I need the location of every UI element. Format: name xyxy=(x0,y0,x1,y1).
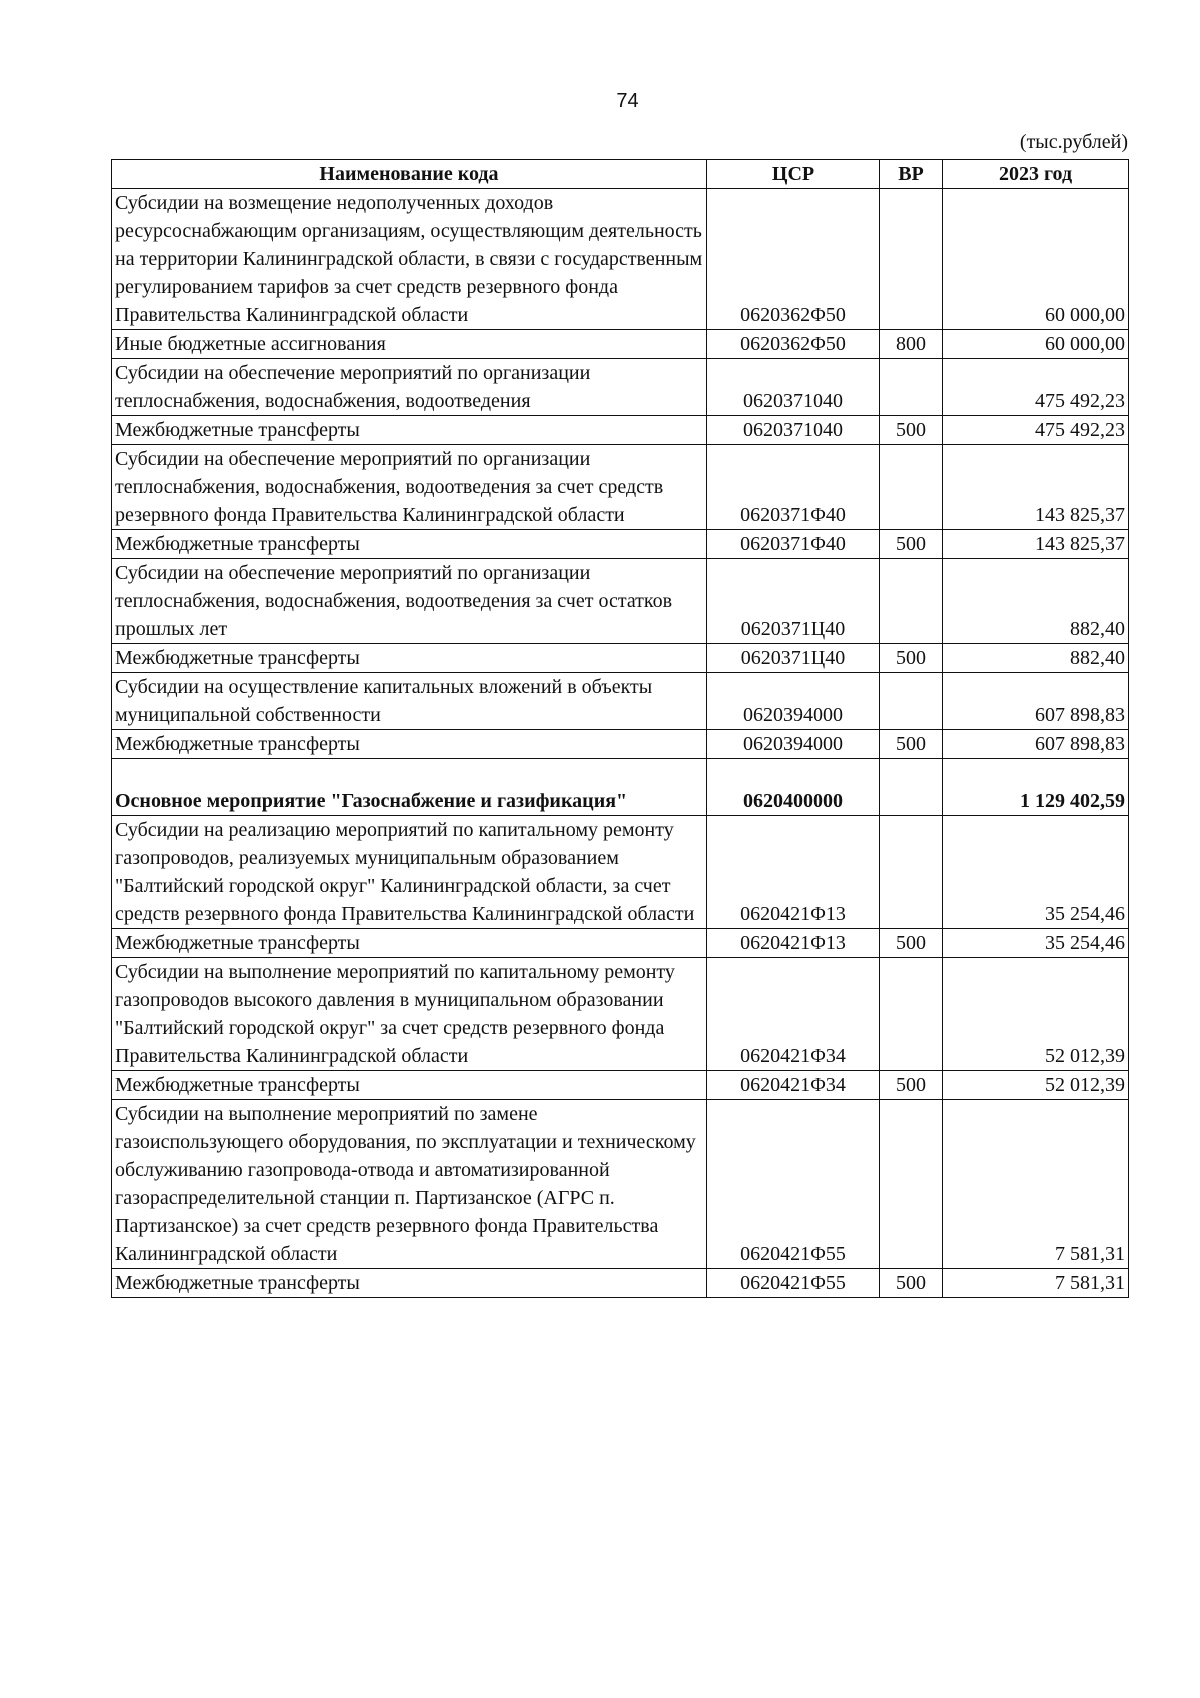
cell-csr: 0620371Ф40 xyxy=(707,445,880,530)
header-csr: ЦСР xyxy=(707,160,880,189)
cell-name: Межбюджетные трансферты xyxy=(112,929,707,958)
table-header-row xyxy=(112,160,1129,189)
header-name: Наименование кода xyxy=(112,160,707,189)
cell-name: Основное мероприятие "Газоснабжение и газификация" xyxy=(112,759,707,816)
cell-amount: 52 012,39 xyxy=(943,1071,1129,1100)
table-row xyxy=(112,530,1129,559)
table-row xyxy=(112,445,1129,530)
cell-amount: 7 581,31 xyxy=(943,1100,1129,1269)
cell-vr xyxy=(880,189,943,330)
cell-amount: 35 254,46 xyxy=(943,929,1129,958)
table-row xyxy=(112,644,1129,673)
cell-csr: 0620362Ф50 xyxy=(707,330,880,359)
cell-csr: 0620371040 xyxy=(707,359,880,416)
budget-table xyxy=(111,159,1129,1298)
cell-name: Межбюджетные трансферты xyxy=(112,730,707,759)
cell-name: Субсидии на обеспечение мероприятий по организации теплоснабжения, водоснабжения, водоотведения xyxy=(112,359,707,416)
table-row xyxy=(112,1269,1129,1298)
cell-vr: 500 xyxy=(880,730,943,759)
cell-vr xyxy=(880,759,943,816)
cell-name: Субсидии на выполнение мероприятий по капитальному ремонту газопроводов высокого давления в муниципальном образовании "Балтийский городской округ" за счет средств резервного фонда Правительства Калининградской области xyxy=(112,958,707,1071)
cell-csr: 0620421Ф34 xyxy=(707,958,880,1071)
cell-csr: 0620400000 xyxy=(707,759,880,816)
table-row xyxy=(112,1100,1129,1269)
cell-amount: 35 254,46 xyxy=(943,816,1129,929)
cell-amount: 475 492,23 xyxy=(943,416,1129,445)
cell-name: Субсидии на выполнение мероприятий по замене газоиспользующего оборудования, по эксплуатации и техническому обслуживанию газопровода-отвода и автоматизированной газораспределительной станции п. Партизанское (АГРС п. Партизанское) за счет средств резервного фонда Правительства Калининградской области xyxy=(112,1100,707,1269)
cell-name: Межбюджетные трансферты xyxy=(112,1269,707,1298)
cell-csr: 0620394000 xyxy=(707,673,880,730)
cell-name: Субсидии на реализацию мероприятий по капитальному ремонту газопроводов, реализуемых муниципальным образованием "Балтийский городской округ" Калининградской области, за счет средств резервного фонда Правительства Калининградской области xyxy=(112,816,707,929)
table-row xyxy=(112,730,1129,759)
cell-vr xyxy=(880,1100,943,1269)
cell-csr: 0620362Ф50 xyxy=(707,189,880,330)
cell-csr: 0620371Ц40 xyxy=(707,644,880,673)
table-row xyxy=(112,559,1129,644)
cell-name: Субсидии на возмещение недополученных доходов ресурсоснабжающим организациям, осуществляющим деятельность на территории Калининградской области, в связи с государственным регулированием тарифов за счет средств резервного фонда Правительства Калининградской области xyxy=(112,189,707,330)
table-row xyxy=(112,929,1129,958)
cell-csr: 0620371Ф40 xyxy=(707,530,880,559)
cell-csr: 0620421Ф55 xyxy=(707,1269,880,1298)
table-row xyxy=(112,759,1129,816)
page-number: 74 xyxy=(616,90,639,112)
table-row xyxy=(112,416,1129,445)
cell-amount: 882,40 xyxy=(943,559,1129,644)
cell-vr: 500 xyxy=(880,1269,943,1298)
cell-csr: 0620421Ф13 xyxy=(707,929,880,958)
cell-name: Межбюджетные трансферты xyxy=(112,416,707,445)
table-row xyxy=(112,189,1129,330)
cell-amount: 143 825,37 xyxy=(943,530,1129,559)
cell-name: Субсидии на обеспечение мероприятий по организации теплоснабжения, водоснабжения, водоотведения за счет остатков прошлых лет xyxy=(112,559,707,644)
cell-vr: 500 xyxy=(880,416,943,445)
cell-amount: 882,40 xyxy=(943,644,1129,673)
cell-csr: 0620394000 xyxy=(707,730,880,759)
cell-vr: 800 xyxy=(880,330,943,359)
cell-name: Межбюджетные трансферты xyxy=(112,644,707,673)
cell-vr xyxy=(880,445,943,530)
table-row xyxy=(112,816,1129,929)
cell-name: Межбюджетные трансферты xyxy=(112,1071,707,1100)
cell-amount: 52 012,39 xyxy=(943,958,1129,1071)
cell-vr xyxy=(880,816,943,929)
cell-amount: 1 129 402,59 xyxy=(943,759,1129,816)
cell-name: Субсидии на осуществление капитальных вложений в объекты муниципальной собственности xyxy=(112,673,707,730)
table-row xyxy=(112,330,1129,359)
cell-amount: 60 000,00 xyxy=(943,189,1129,330)
table-row xyxy=(112,958,1129,1071)
cell-vr xyxy=(880,359,943,416)
cell-csr: 0620421Ф13 xyxy=(707,816,880,929)
table-body xyxy=(112,189,1129,1298)
header-year: 2023 год xyxy=(943,160,1129,189)
header-vr: ВР xyxy=(880,160,943,189)
cell-vr: 500 xyxy=(880,1071,943,1100)
cell-csr: 0620371040 xyxy=(707,416,880,445)
cell-name: Субсидии на обеспечение мероприятий по организации теплоснабжения, водоснабжения, водоотведения за счет средств резервного фонда Правительства Калининградской области xyxy=(112,445,707,530)
table-row xyxy=(112,673,1129,730)
cell-csr: 0620371Ц40 xyxy=(707,559,880,644)
cell-amount: 7 581,31 xyxy=(943,1269,1129,1298)
cell-vr: 500 xyxy=(880,644,943,673)
table-row xyxy=(112,359,1129,416)
cell-amount: 475 492,23 xyxy=(943,359,1129,416)
cell-amount: 60 000,00 xyxy=(943,330,1129,359)
table-row xyxy=(112,1071,1129,1100)
cell-amount: 607 898,83 xyxy=(943,673,1129,730)
cell-vr xyxy=(880,673,943,730)
cell-amount: 607 898,83 xyxy=(943,730,1129,759)
cell-vr: 500 xyxy=(880,530,943,559)
cell-name: Иные бюджетные ассигнования xyxy=(112,330,707,359)
cell-vr xyxy=(880,559,943,644)
cell-vr xyxy=(880,958,943,1071)
units-label: (тыс.рублей) xyxy=(1019,131,1128,153)
cell-name: Межбюджетные трансферты xyxy=(112,530,707,559)
cell-amount: 143 825,37 xyxy=(943,445,1129,530)
cell-csr: 0620421Ф55 xyxy=(707,1100,880,1269)
cell-vr: 500 xyxy=(880,929,943,958)
cell-csr: 0620421Ф34 xyxy=(707,1071,880,1100)
